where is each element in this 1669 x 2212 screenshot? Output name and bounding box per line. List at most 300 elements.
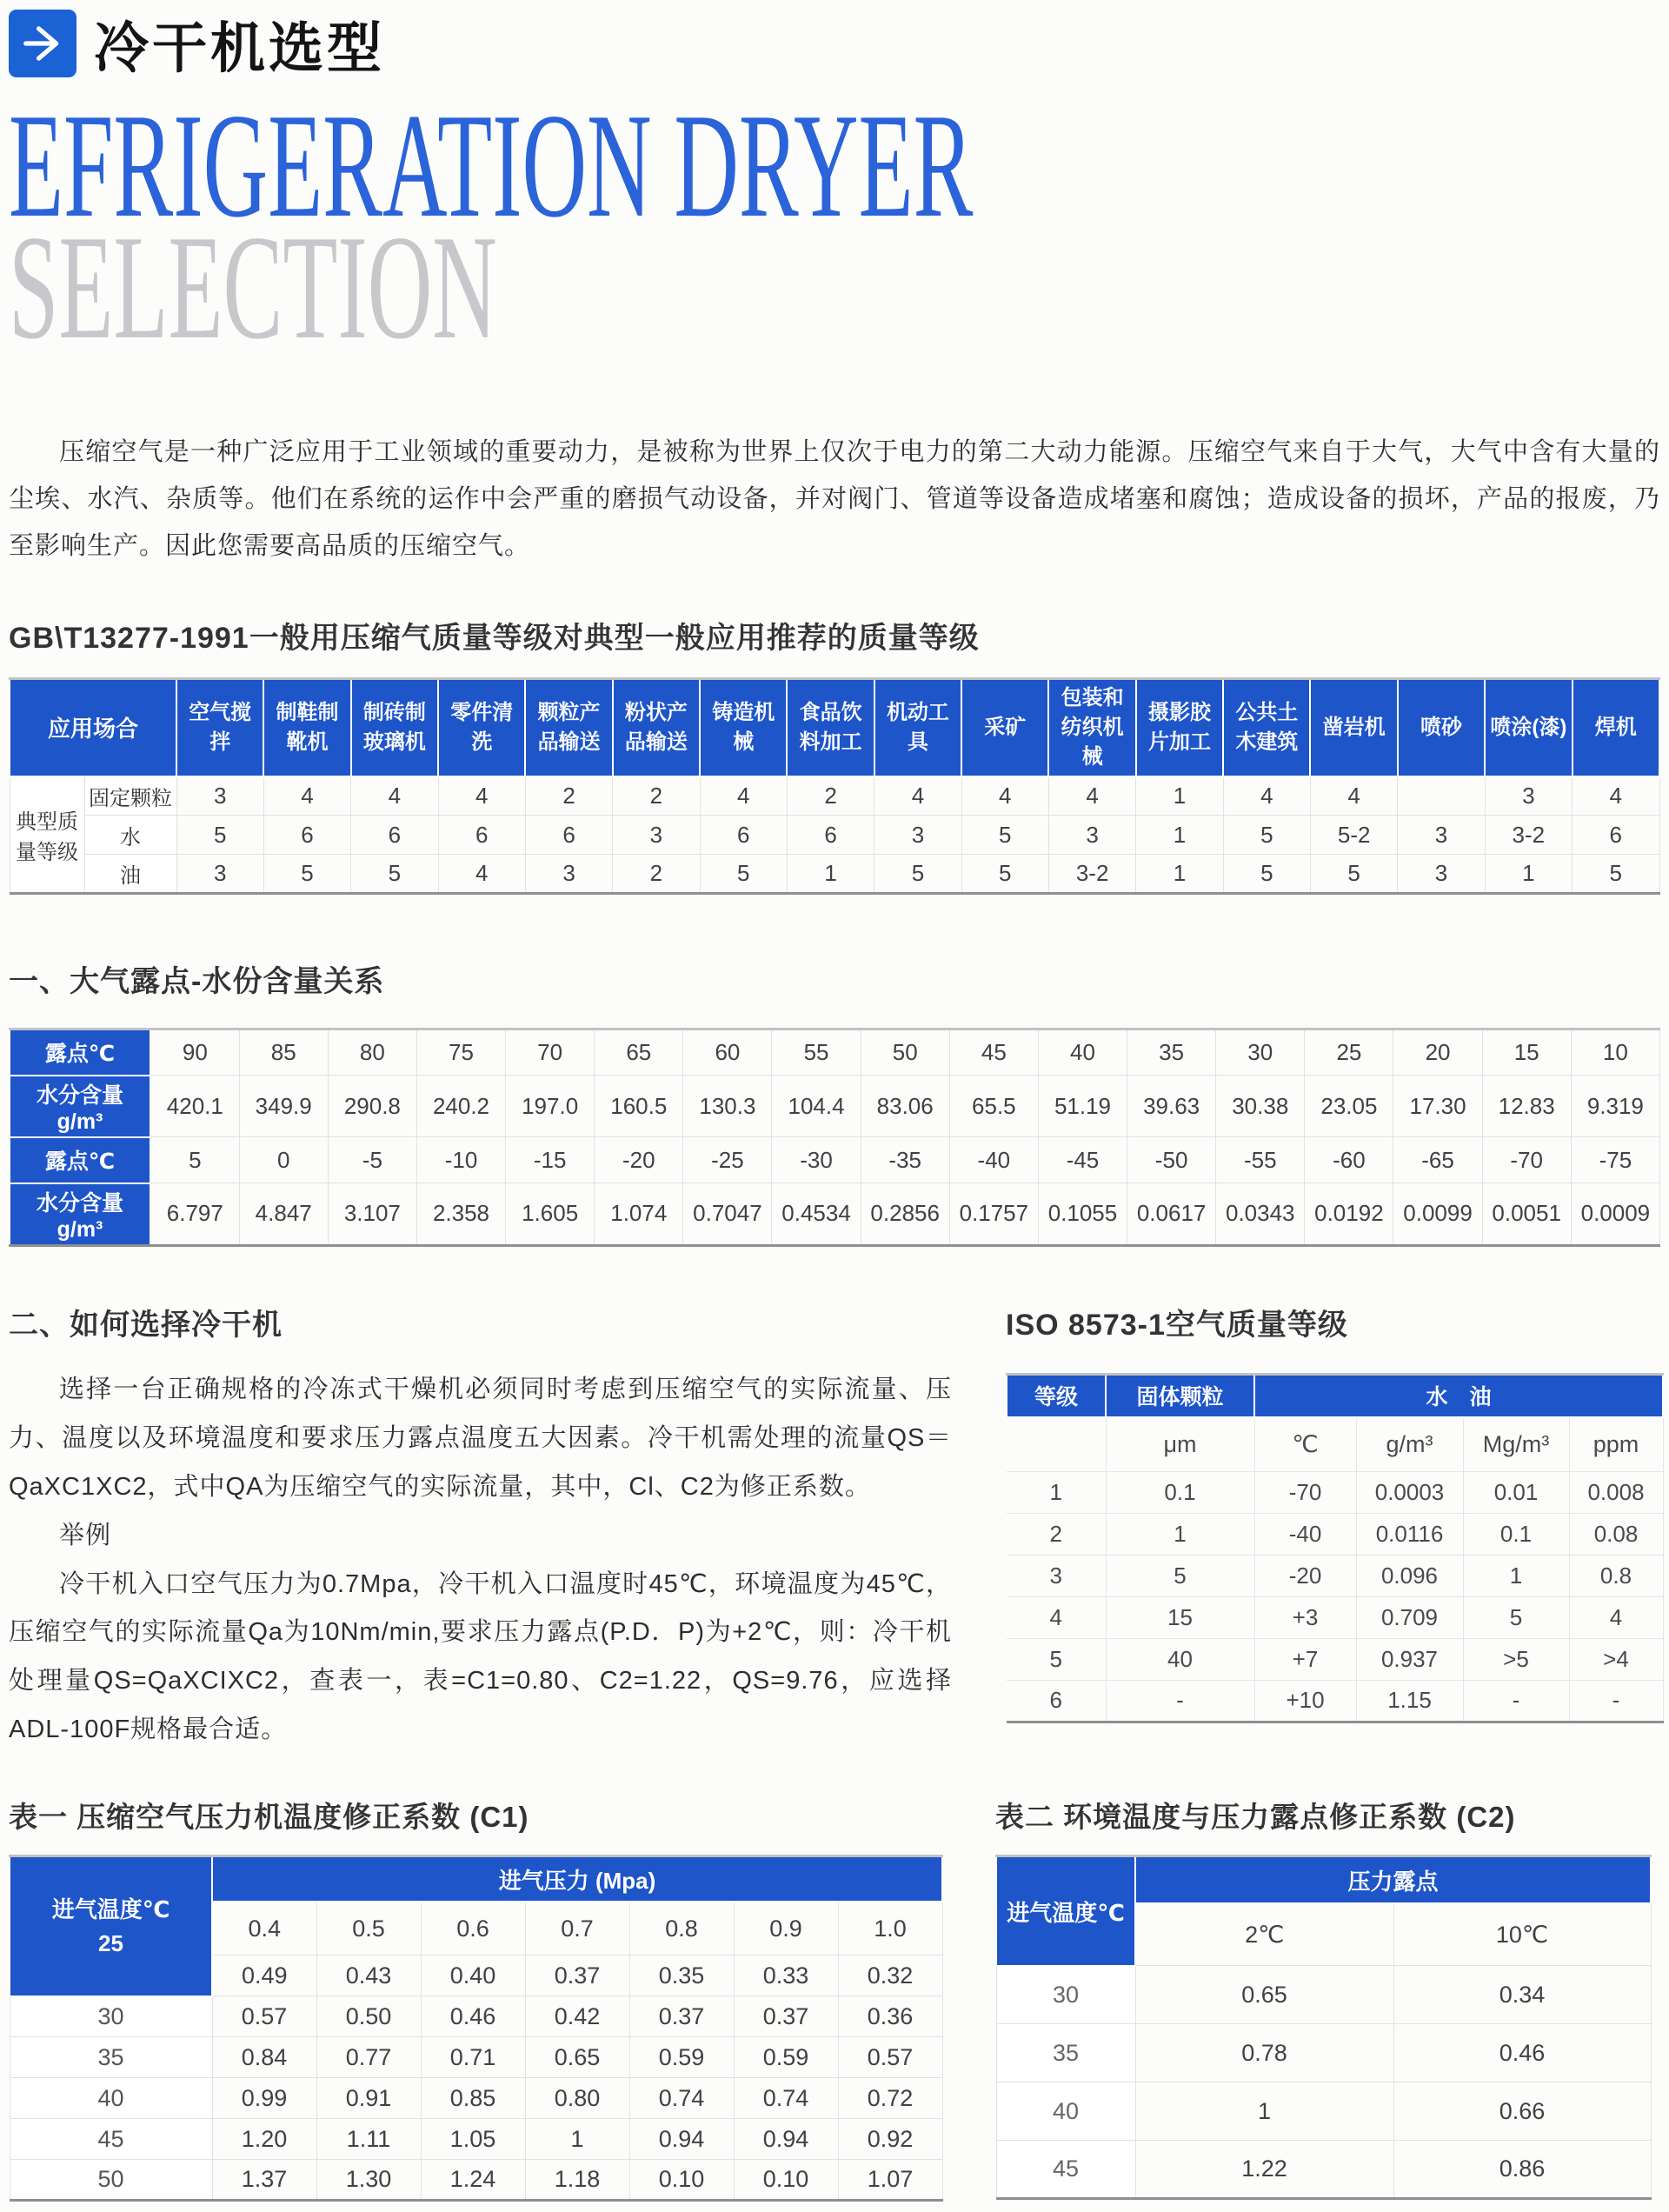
table-cell: 6: [1007, 1680, 1106, 1722]
table-cell: 0.49: [212, 1955, 316, 1996]
table-cell: 0.46: [1393, 2024, 1651, 2082]
header-row: [10, 1856, 942, 1902]
table-cell: 1.30: [316, 2160, 421, 2201]
dewpoint-cell: 10℃: [1393, 1903, 1651, 1966]
row-label: 露点℃: [10, 1137, 150, 1183]
table-cell: 39.63: [1127, 1076, 1216, 1137]
table-cell: 0.46: [421, 1996, 525, 2037]
section-1-title: 一、大气露点-水份含量关系: [9, 965, 385, 999]
table-cell: 0.0617: [1127, 1183, 1216, 1246]
column-header: 制鞋制靴机: [263, 679, 350, 776]
table-cell: 0.0099: [1393, 1183, 1482, 1246]
table-cell: 1: [1135, 2082, 1393, 2141]
table-cell: 0.0116: [1356, 1513, 1463, 1555]
row-label: 40: [996, 2082, 1135, 2141]
table-cell: -: [1463, 1680, 1569, 1722]
table-cell: 0.2856: [861, 1183, 949, 1246]
unit-cell: ℃: [1254, 1417, 1356, 1471]
table-cell: 4: [351, 776, 438, 816]
table-cell: 104.4: [772, 1076, 861, 1137]
table-cell: 0.78: [1135, 2024, 1393, 2082]
table-cell: 2.358: [416, 1183, 505, 1246]
arrow-right-glyph: [17, 18, 68, 69]
iso-table-title: ISO 8573-1空气质量等级: [1006, 1308, 1348, 1342]
table-cell: 9.319: [1571, 1076, 1659, 1137]
table-cell: 0.4534: [772, 1183, 861, 1246]
table-cell: 420.1: [150, 1076, 239, 1137]
table-cell: 5: [1310, 855, 1397, 894]
table-cell: 4.847: [239, 1183, 328, 1246]
row-label: 水: [84, 816, 176, 855]
table-cell: 0.72: [838, 2078, 942, 2119]
table-cell: 30: [1216, 1029, 1305, 1076]
table-cell: -75: [1571, 1137, 1659, 1183]
table-cell: 0.57: [838, 2037, 942, 2078]
c1-table-title: 表一 压缩空气压力机温度修正系数 (C1): [9, 1801, 529, 1834]
table-cell: 1.11: [316, 2119, 421, 2160]
table-cell: 0.85: [421, 2078, 525, 2119]
table-cell: 1: [1463, 1555, 1569, 1596]
table-cell: -60: [1305, 1137, 1393, 1183]
table-cell: 4: [1223, 776, 1310, 816]
table-cell: -55: [1216, 1137, 1305, 1183]
intro-paragraph: 压缩空气是一种广泛应用于工业领域的重要动力，是被称为世界上仅次于电力的第二大动力能源。压缩空气来自于大气，大气中含有大量的尘埃、水汽、杂质等。他们在系统的运作中会严重的磨损气动设备，并对阀门、管道等设备造成堵塞和腐蚀；造成设备的损坏，产品的报废，乃至影响生产。因此您需要高品质的压缩空气。: [9, 438, 1660, 561]
row-label: 油: [84, 855, 176, 894]
table-row: [10, 1137, 1660, 1183]
table-cell: 0.37: [525, 1955, 629, 1996]
dew-point-table: [9, 1028, 1660, 1247]
section-2-title: 二、如何选择冷干机: [9, 1308, 283, 1342]
table-cell: 1.24: [421, 2160, 525, 2201]
gb-table-title: GB\T13277-1991一般用压缩气质量等级对典型一般应用推荐的质量等级: [9, 622, 980, 656]
table-cell: 5: [176, 816, 263, 855]
table-cell: 0.80: [525, 2078, 629, 2119]
table-cell: 5: [1573, 855, 1659, 894]
table-cell: 0.10: [734, 2160, 838, 2201]
table-cell: 349.9: [239, 1076, 328, 1137]
bottom-tables-area: [9, 1795, 1660, 2202]
table-cell: -10: [416, 1137, 505, 1183]
c2-correction-table: [995, 1855, 1652, 2200]
table-cell: 3: [1485, 776, 1572, 816]
page-title: 冷干机选型: [94, 17, 385, 79]
iso-air-quality-table: [1006, 1373, 1664, 1723]
c2-column: [995, 1795, 1660, 2202]
table-cell: 1.37: [212, 2160, 316, 2201]
unit-cell: Mg/m³: [1463, 1417, 1569, 1471]
table-cell: -40: [949, 1137, 1038, 1183]
table-cell: 0.32: [838, 1955, 942, 1996]
table-cell: 0.66: [1393, 2082, 1651, 2141]
table-cell: 3: [1398, 816, 1485, 855]
doc-header: [9, 7, 1660, 80]
table-cell: 23.05: [1305, 1076, 1393, 1137]
table-cell: 3-2: [1485, 816, 1572, 855]
column-header: 喷砂: [1398, 679, 1485, 776]
table-cell: 1.20: [212, 2119, 316, 2160]
table-cell: -20: [1254, 1555, 1356, 1596]
table-cell: 0.86: [1393, 2141, 1651, 2199]
table-cell: 4: [700, 776, 787, 816]
table-cell: 51.19: [1038, 1076, 1127, 1137]
table-row: [10, 1183, 1660, 1246]
table-cell: 5: [1223, 855, 1310, 894]
table-row: [1007, 1471, 1663, 1513]
hero-title-en: EFRIGERATION DRYER: [9, 83, 974, 249]
table-cell: 0.7047: [683, 1183, 772, 1246]
table-cell: 5: [1223, 816, 1310, 855]
table-cell: 0.937: [1356, 1638, 1463, 1680]
table-cell: 0.1055: [1038, 1183, 1127, 1246]
table-cell: 0.59: [629, 2037, 734, 2078]
table-cell: >5: [1463, 1638, 1569, 1680]
table-cell: -30: [772, 1137, 861, 1183]
table-cell: 0.096: [1356, 1555, 1463, 1596]
table-cell: [1398, 776, 1485, 816]
howto-text: [9, 1366, 952, 1756]
table-cell: 17.30: [1393, 1076, 1482, 1137]
table-cell: 0.99: [212, 2078, 316, 2119]
table-cell: 4: [961, 776, 1048, 816]
row-label: 45: [996, 2141, 1135, 2199]
table-cell: 6: [1573, 816, 1659, 855]
table-cell: 0.77: [316, 2037, 421, 2078]
table-cell: 0.94: [734, 2119, 838, 2160]
table-cell: -: [1569, 1680, 1663, 1722]
table-cell: 6: [525, 816, 612, 855]
table-cell: 1.18: [525, 2160, 629, 2201]
table-row: [10, 776, 1659, 816]
table-cell: 15: [1106, 1596, 1254, 1638]
table-cell: 6: [700, 816, 787, 855]
table-cell: 0.33: [734, 1955, 838, 1996]
table-cell: 1.05: [421, 2119, 525, 2160]
table-cell: 0.01: [1463, 1471, 1569, 1513]
table-cell: 0.91: [316, 2078, 421, 2119]
table-cell: 3: [176, 776, 263, 816]
column-header: 颗粒产品输送: [525, 679, 612, 776]
arrow-right-icon: [9, 10, 76, 77]
table-row: [10, 1076, 1660, 1137]
table-cell: 2: [613, 776, 700, 816]
table-cell: 0.65: [525, 2037, 629, 2078]
table-cell: 83.06: [861, 1076, 949, 1137]
table-cell: 5: [874, 855, 961, 894]
table-cell: 160.5: [595, 1076, 683, 1137]
table-cell: -70: [1254, 1471, 1356, 1513]
table-cell: 0.8: [1569, 1555, 1663, 1596]
table-cell: 1: [1136, 855, 1223, 894]
table-row: [1007, 1596, 1663, 1638]
column-header: 焊机: [1573, 679, 1659, 776]
table-row: [10, 2119, 942, 2160]
table-cell: 0.0003: [1356, 1471, 1463, 1513]
table-cell: -40: [1254, 1513, 1356, 1555]
table-cell: 3: [874, 816, 961, 855]
table-cell: 0.57: [212, 1996, 316, 2037]
table-cell: 65.5: [949, 1076, 1038, 1137]
table-row: [996, 2141, 1651, 2199]
table-cell: 0.1: [1106, 1471, 1254, 1513]
table-cell: 5: [263, 855, 350, 894]
table-cell: 6: [787, 816, 874, 855]
row-label: 固定颗粒: [84, 776, 176, 816]
table-cell: 1: [1485, 855, 1572, 894]
row-label: 30: [10, 1996, 212, 2037]
corner-header: 进气温度℃: [996, 1856, 1135, 1966]
table-cell: 60: [683, 1029, 772, 1076]
table-cell: -: [1106, 1680, 1254, 1722]
table-cell: 5: [150, 1137, 239, 1183]
table-cell: 3: [1398, 855, 1485, 894]
table-cell: 0.008: [1569, 1471, 1663, 1513]
table-cell: 0.59: [734, 2037, 838, 2078]
table-cell: 5: [700, 855, 787, 894]
table-row: [996, 2082, 1651, 2141]
table-cell: 5-2: [1310, 816, 1397, 855]
table-cell: 5: [961, 855, 1048, 894]
table-row: [1007, 1513, 1663, 1555]
table-cell: 5: [1106, 1555, 1254, 1596]
table-cell: 0.34: [1393, 1966, 1651, 2024]
column-header: 零件清洗: [438, 679, 525, 776]
pressure-cell: 0.8: [629, 1902, 734, 1955]
table-row: [10, 1996, 942, 2037]
table-cell: 3: [176, 855, 263, 894]
table-cell: 4: [1569, 1596, 1663, 1638]
table-cell: 0.74: [629, 2078, 734, 2119]
table-cell: 0.709: [1356, 1596, 1463, 1638]
column-header: 固体颗粒: [1106, 1374, 1254, 1417]
pressure-cell: 0.4: [212, 1902, 316, 1955]
table-cell: 290.8: [328, 1076, 416, 1137]
column-header: 压力露点: [1135, 1856, 1651, 1903]
table-cell: 20: [1393, 1029, 1482, 1076]
column-header: 公共土木建筑: [1223, 679, 1310, 776]
table-cell: 3: [1048, 816, 1135, 855]
table-cell: 0.92: [838, 2119, 942, 2160]
table-cell: 0.42: [525, 1996, 629, 2037]
table-cell: 4: [1573, 776, 1659, 816]
table-cell: 45: [949, 1029, 1038, 1076]
table-row: [10, 2037, 942, 2078]
gb-quality-table: [9, 677, 1660, 895]
table-cell: 240.2: [416, 1076, 505, 1137]
howto-paragraph-1: 选择一台正确规格的冷冻式干燥机必须同时考虑到压缩空气的实际流量、压力、温度以及环境温度和要求压力露点温度五大因素。冷干机需处理的流量QS＝QaXC1XC2，式中QA为压缩空气的实际流量，其中，Cl、C2为修正系数。: [9, 1375, 952, 1501]
table-row: [996, 2024, 1651, 2082]
table-cell: 15: [1482, 1029, 1571, 1076]
table-cell: -45: [1038, 1137, 1127, 1183]
table-cell: -70: [1482, 1137, 1571, 1183]
table-cell: 0.0051: [1482, 1183, 1571, 1246]
column-header: 等级: [1007, 1374, 1106, 1417]
table-cell: 6: [263, 816, 350, 855]
column-header: 包装和纺织机械: [1048, 679, 1135, 776]
table-cell: 0.84: [212, 2037, 316, 2078]
table-cell: 3: [613, 816, 700, 855]
table-row: [1007, 1638, 1663, 1680]
column-header: 采矿: [961, 679, 1048, 776]
row-label: 50: [10, 2160, 212, 2201]
column-header: 摄影胶片加工: [1136, 679, 1223, 776]
table-cell: -65: [1393, 1137, 1482, 1183]
table-cell: -25: [683, 1137, 772, 1183]
table-cell: 3-2: [1048, 855, 1135, 894]
table-cell: 0.1757: [949, 1183, 1038, 1246]
table-cell: 1: [525, 2119, 629, 2160]
table-cell: +10: [1254, 1680, 1356, 1722]
pressure-cell: 0.5: [316, 1902, 421, 1955]
table-cell: 3: [525, 855, 612, 894]
unit-cell: ppm: [1569, 1417, 1663, 1471]
column-header: 凿岩机: [1310, 679, 1397, 776]
header-row: [996, 1856, 1651, 1903]
table-cell: 0.10: [629, 2160, 734, 2201]
table-cell: 0.65: [1135, 1966, 1393, 2024]
table-cell: 30.38: [1216, 1076, 1305, 1137]
column-header: 喷涂(漆): [1485, 679, 1572, 776]
row-label: 35: [10, 2037, 212, 2078]
table-cell: -5: [328, 1137, 416, 1183]
table-row: [996, 1966, 1651, 2024]
table-row: [10, 816, 1659, 855]
table-cell: 6: [351, 816, 438, 855]
row-label: 露点℃: [10, 1029, 150, 1076]
howto-paragraph-2: 冷干机入口空气压力为0.7Mpa，冷干机入口温度时45℃，环境温度为45℃，压缩空气的实际流量Qa为10Nm/min,要求压力露点(P.D．P)为+2℃，则：冷干机处理量QS=QaXCIXC2，查表一，表=C1=0.80、C2=1.22，QS=9.76，应选择ADL-100F规格最合适。: [9, 1569, 952, 1744]
table-cell: 0.35: [629, 1955, 734, 1996]
table-cell: 1.605: [506, 1183, 595, 1246]
table-cell: 3.107: [328, 1183, 416, 1246]
table-row: [1007, 1680, 1663, 1722]
table-cell: 0.74: [734, 2078, 838, 2119]
table-cell: 0.43: [316, 1955, 421, 1996]
column-header: 制砖制玻璃机: [351, 679, 438, 776]
table-cell: 0.37: [629, 1996, 734, 2037]
table-cell: 1.07: [838, 2160, 942, 2201]
pressure-cell: 1.0: [838, 1902, 942, 1955]
column-header: 铸造机械: [700, 679, 787, 776]
header-row: [10, 679, 1659, 776]
table-cell: 0.36: [838, 1996, 942, 2037]
howto-example-label: 举例: [59, 1521, 112, 1549]
table-cell: 6.797: [150, 1183, 239, 1246]
table-cell: 1: [787, 855, 874, 894]
table-cell: 75: [416, 1029, 505, 1076]
pressure-cell: 0.9: [734, 1902, 838, 1955]
hero-subtitle-en: SELECTION: [9, 205, 497, 371]
table-cell: 0.0192: [1305, 1183, 1393, 1246]
header-row: [1007, 1374, 1663, 1417]
table-cell: 0.40: [421, 1955, 525, 1996]
table-row: [10, 2078, 942, 2119]
row-label: 30: [996, 1966, 1135, 2024]
column-header: 机动工具: [874, 679, 961, 776]
table-cell: +7: [1254, 1638, 1356, 1680]
table-cell: -50: [1127, 1137, 1216, 1183]
c1-column: [9, 1795, 952, 2202]
table-row: [10, 2160, 942, 2201]
table-cell: 0: [239, 1137, 328, 1183]
corner-header: 应用场合: [10, 679, 176, 776]
table-row: [10, 1029, 1660, 1076]
table-cell: 0.0343: [1216, 1183, 1305, 1246]
howto-column: [9, 1301, 952, 1756]
table-cell: 1: [1007, 1471, 1106, 1513]
table-cell: 25: [1305, 1029, 1393, 1076]
column-header: 食品饮料加工: [787, 679, 874, 776]
c2-table-title: 表二 环境温度与压力露点修正系数 (C2): [995, 1801, 1516, 1834]
column-header: 进气压力 (Mpa): [212, 1856, 942, 1902]
table-cell: 4: [1048, 776, 1135, 816]
row-label: 水分含量g/m³: [10, 1183, 150, 1246]
table-cell: 12.83: [1482, 1076, 1571, 1137]
corner-header: 进气温度℃ 25: [10, 1856, 212, 1996]
table-cell: 2: [1007, 1513, 1106, 1555]
pressure-cell: 0.6: [421, 1902, 525, 1955]
table-cell: 4: [438, 855, 525, 894]
table-cell: 3: [1007, 1555, 1106, 1596]
table-cell: 4: [263, 776, 350, 816]
table-cell: 4: [1310, 776, 1397, 816]
row-label: 40: [10, 2078, 212, 2119]
table-cell: >4: [1569, 1638, 1663, 1680]
table-cell: 1: [1106, 1513, 1254, 1555]
table-cell: 70: [506, 1029, 595, 1076]
table-cell: 2: [525, 776, 612, 816]
table-cell: 5: [1007, 1638, 1106, 1680]
table-cell: 5: [1463, 1596, 1569, 1638]
unit-cell: μm: [1106, 1417, 1254, 1471]
pressure-cell: 0.7: [525, 1902, 629, 1955]
table-cell: 5: [351, 855, 438, 894]
subheader-row: [1007, 1417, 1663, 1471]
table-cell: 0.71: [421, 2037, 525, 2078]
table-cell: 130.3: [683, 1076, 772, 1137]
table-cell: 0.94: [629, 2119, 734, 2160]
unit-cell: g/m³: [1356, 1417, 1463, 1471]
table-cell: 2: [613, 855, 700, 894]
table-cell: 4: [1007, 1596, 1106, 1638]
table-cell: -35: [861, 1137, 949, 1183]
table-cell: 90: [150, 1029, 239, 1076]
table-cell: 0.0009: [1571, 1183, 1659, 1246]
table-cell: 1.074: [595, 1183, 683, 1246]
c1-correction-table: [9, 1855, 943, 2202]
table-row: [10, 855, 1659, 894]
iso-column: [1006, 1301, 1664, 1756]
table-cell: 1: [1136, 776, 1223, 816]
table-cell: 1.15: [1356, 1680, 1463, 1722]
two-column-area: [9, 1301, 1660, 1756]
table-cell: -20: [595, 1137, 683, 1183]
column-header: 粉状产品输送: [613, 679, 700, 776]
table-cell: 0.37: [734, 1996, 838, 2037]
table-cell: 0.1: [1463, 1513, 1569, 1555]
dewpoint-cell: 2℃: [1135, 1903, 1393, 1966]
table-cell: 40: [1038, 1029, 1127, 1076]
table-cell: 55: [772, 1029, 861, 1076]
column-header: 水 油: [1254, 1374, 1663, 1417]
table-cell: -15: [506, 1137, 595, 1183]
row-group-label: 典型质量等级: [10, 776, 84, 894]
table-cell: 0.08: [1569, 1513, 1663, 1555]
row-label: 45: [10, 2119, 212, 2160]
table-cell: 1.22: [1135, 2141, 1393, 2199]
table-cell: 1: [1136, 816, 1223, 855]
table-cell: 4: [874, 776, 961, 816]
table-cell: 2: [787, 776, 874, 816]
table-cell: 65: [595, 1029, 683, 1076]
